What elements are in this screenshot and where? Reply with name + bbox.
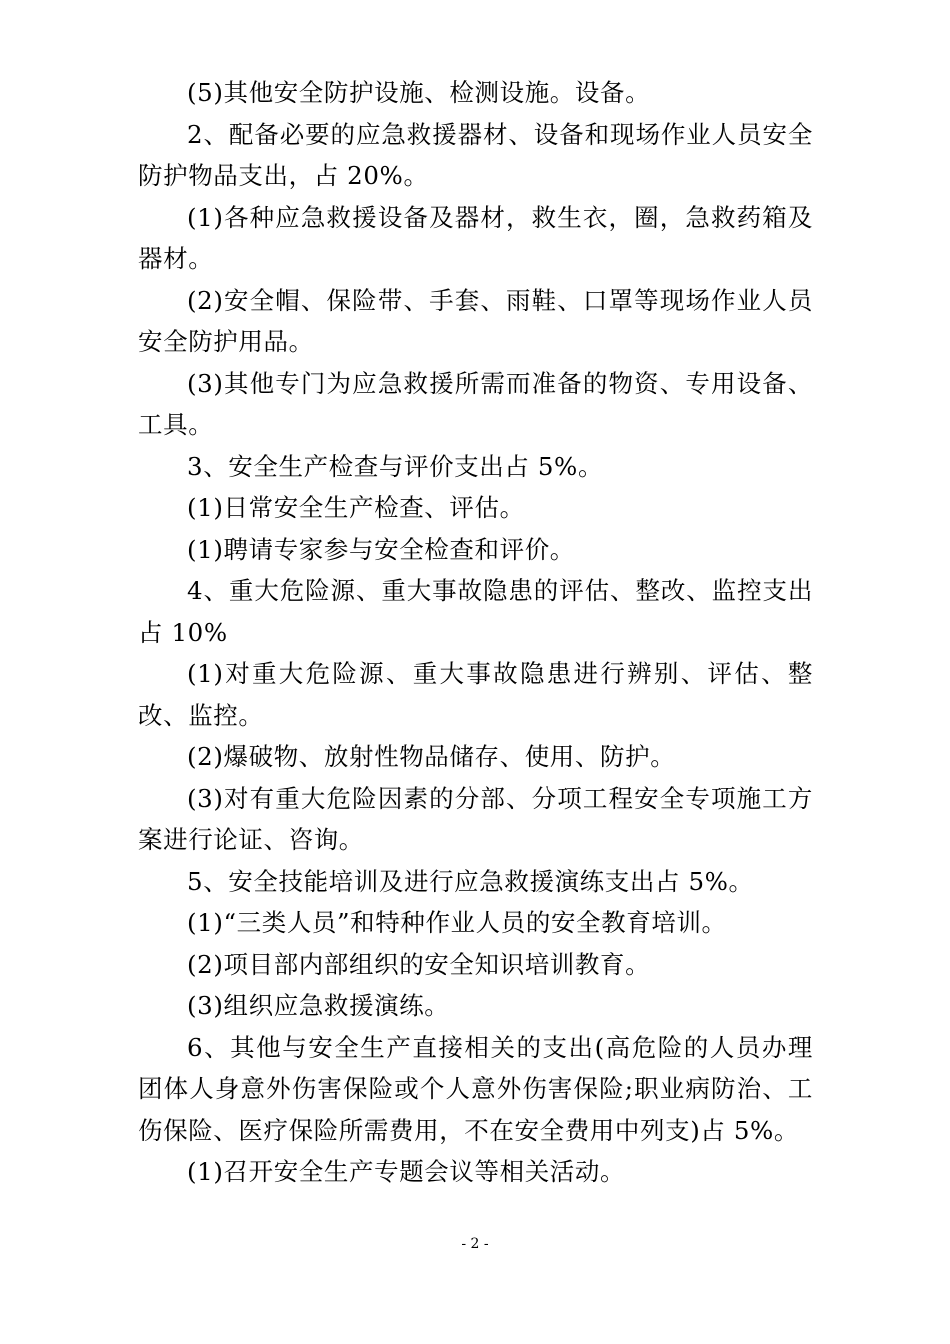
- paragraph-item-1-personnel-training: (1)“三类人员”和特种作业人员的安全教育培训。: [187, 908, 727, 937]
- paragraph-item-2-protective-gear: (2)安全帽、保险带、手套、雨鞋、口罩等现场作业人员安全防护用品。: [138, 285, 813, 356]
- paragraph-section-4-hazard-sources: 4、重大危险源、重大事故隐患的评估、整改、监控支出占 10%: [138, 576, 813, 647]
- paragraph-item-2-explosives-storage: (2)爆破物、放射性物品储存、使用、防护。: [187, 742, 676, 771]
- paragraph-item-1-safety-meetings: (1)召开安全生产专题会议等相关活动。: [187, 1157, 626, 1186]
- paragraph-item-3-other-supplies: (3)其他专门为应急救援所需而准备的物资、专用设备、工具。: [138, 368, 813, 439]
- paragraph-item-1-daily-inspection: (1)日常安全生产检查、评估。: [187, 493, 525, 522]
- paragraph-section-6-other-expenses: 6、其他与安全生产直接相关的支出(高危险的人员办理团体人身意外伤害保险或个人意外伤害保险;职业病防治、工伤保险、医疗保险所需费用，不在安全费用中列支)占 5%。: [138, 1032, 813, 1145]
- paragraph-section-2-emergency-equipment: 2、配备必要的应急救援器材、设备和现场作业人员安全防护物品支出，占 20%。: [138, 119, 813, 190]
- paragraph-section-3-inspection: 3、安全生产检查与评价支出占 5%。: [187, 451, 604, 481]
- paragraph-item-1-hazard-identification: (1)对重大危险源、重大事故隐患进行辨别、评估、整改、监控。: [138, 659, 813, 730]
- paragraph-section-5-training: 5、安全技能培训及进行应急救援演练支出占 5%。: [187, 866, 754, 896]
- paragraph-item-1-expert-review: (1)聘请专家参与安全检查和评价。: [187, 534, 575, 564]
- paragraph-item-1-rescue-equipment: (1)各种应急救援设备及器材，救生衣，圈，急救药箱及器材。: [138, 202, 813, 273]
- paragraph-item-3-drills: (3)组织应急救援演练。: [187, 991, 450, 1020]
- document-body: [138, 72, 813, 1193]
- paragraph-item-5-other-facilities: (5)其他安全防护设施、检测设施。设备。: [187, 78, 651, 107]
- paragraph-item-2-internal-training: (2)项目部内部组织的安全知识培训教育。: [187, 949, 651, 979]
- page-number: - 2 -: [461, 1236, 489, 1252]
- paragraph-item-3-special-plans: (3)对有重大危险因素的分部、分项工程安全专项施工方案进行论证、咨询。: [138, 783, 813, 854]
